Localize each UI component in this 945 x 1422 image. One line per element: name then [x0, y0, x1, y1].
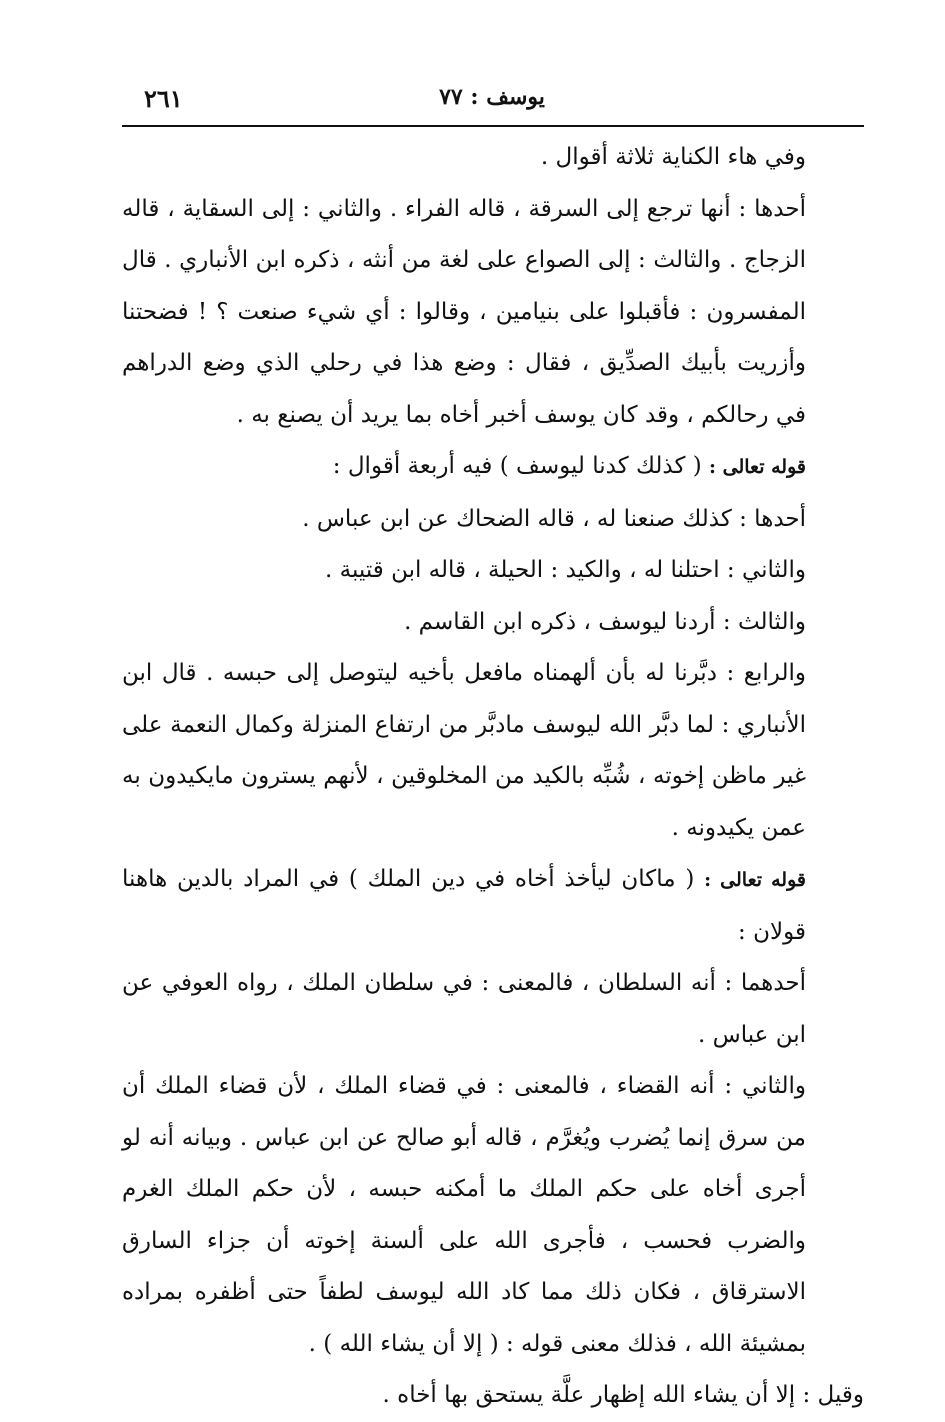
paragraph-text: والرابع : دبَّرنا له بأن ألهمناه مافعل بأخيه ليتوصل إلى حبسه . قال ابن الأنباري : لما دبَّر الله ليوسف مادبَّر من ارتفاع المنزلة وكمال النعمة على غير ماظن إخوته ، شُبِّه بالكيد من المخلوقين ، لأنهم يسترون مايكيدون به عمن يكيدونه . [122, 660, 806, 841]
paragraph [122, 1370, 864, 1422]
verse-lead: قوله تعالى : [709, 456, 806, 478]
paragraph [122, 545, 864, 597]
paragraph-text: والثالث : أردنا ليوسف ، ذكره ابن القاسم . [404, 608, 806, 635]
paragraph-text: أحدها : أنها ترجع إلى السرقة ، قاله الفراء . والثاني : إلى السقاية ، قاله الزجاج . والثالث : إلى الصواع على لغة من أنثه ، ذكره ابن الأنباري . قال المفسرون : فأقبلوا على بنيامين ، وقالوا : أي شيء صنعت ؟ ! فضحتنا وأزريت بأبيك الصدِّيق ، فقال : وضع هذا في رحلي الذي وضع الدراهم في رحالكم ، وقد كان يوسف أخبر أخاه بما يريد أن يصنع به . [122, 195, 806, 428]
paragraph [122, 854, 864, 958]
paragraph [122, 597, 864, 649]
paragraph [122, 1061, 864, 1370]
paragraph-text: وفي هاء الكناية ثلاثة أقوال . [540, 144, 806, 170]
page-header [122, 82, 862, 118]
paragraph-text: ( كذلك كدنا ليوسف ) فيه أربعة أقوال : [332, 453, 702, 479]
running-title: يوسف : ٧٧ [439, 84, 545, 110]
paragraph-text: ( ماكان ليأخذ أخاه في دين الملك ) في المراد بالدين هاهنا قولان : [122, 866, 806, 945]
body-text [122, 132, 864, 1422]
paragraph-text: وقيل : إلا أن يشاء الله إظهار علَّة يستحق بها أخاه . [382, 1382, 864, 1408]
page-number: ٢٦١ [144, 84, 183, 113]
header-rule [122, 125, 864, 127]
paragraph-text: والثاني : احتلنا له ، والكيد : الحيلة ، قاله ابن قتيبة . [324, 557, 806, 583]
paragraph [122, 648, 864, 854]
paragraph-text: أحدهما : أنه السلطان ، فالمعنى : في سلطان الملك ، رواه العوفي عن ابن عباس . [122, 970, 806, 1048]
paragraph [122, 958, 864, 1061]
paragraph [122, 132, 864, 184]
paragraph [122, 441, 864, 494]
paragraph-text: والثاني : أنه القضاء ، فالمعنى : في قضاء الملك ، لأن قضاء الملك أن من سرق إنما يُضرب ويُغرَّم ، قاله أبو صالح عن ابن عباس . وبيانه أنه لو أجرى أخاه على حكم الملك ما أمكنه حبسه ، لأن حكم الملك الغرم والضرب فحسب ، فأجرى الله على ألسنة إخوته أن جزاء السارق الاسترقاق ، فكان ذلك مما كاد الله ليوسف لطفاً حتى أظفره بمراده بمشيئة الله ، فذلك معنى قوله : ( إلا أن يشاء الله ) . [122, 1073, 806, 1357]
paragraph [122, 184, 864, 442]
verse-lead: قوله تعالى : [704, 869, 806, 891]
paragraph-text: أحدها : كذلك صنعنا له ، قاله الضحاك عن ابن عباس . [302, 505, 806, 532]
paragraph [122, 494, 864, 546]
